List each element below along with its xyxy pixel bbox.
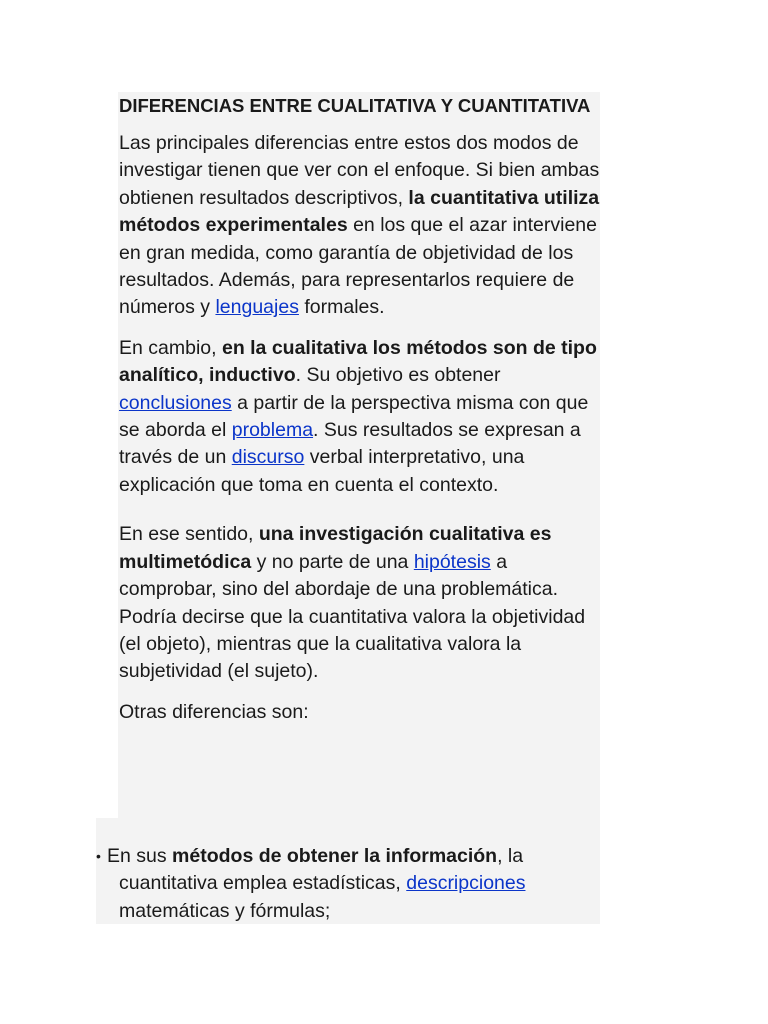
link-discurso[interactable]: discurso [231,446,305,469]
link-problema[interactable]: problema [231,419,314,442]
list-item-text-1: En sus [107,845,173,867]
link-lenguajes[interactable]: lenguajes [215,296,299,319]
paragraph-2-text-2: . Su objetivo es obtener [295,364,501,387]
paragraph-1-bold-1: la cuantitativa utiliza métodos experimentales [119,186,600,237]
list-item-bold-1: métodos de obtener la información [172,845,498,867]
paragraph-1-text-2: en los que el azar interviene en gran medida, como garantía de objetividad de los resultados. Además, para representarlos requiere de números y [119,214,597,319]
link-conclusiones[interactable]: conclusiones [119,391,232,414]
list-item-text-3: matemáticas y fórmulas; [119,899,331,922]
link-descripciones[interactable]: descripciones [406,872,526,895]
document-content [119,92,601,739]
paragraph-2-bold-1: en la cualitativa los métodos son de tipo analítico, inductivo [119,336,597,387]
paragraph-4: Otras diferencias son: [119,700,309,723]
paragraph-3-bold-1: una investigación cualitativa es multimetódica [119,523,552,573]
list-item [96,843,601,925]
paragraph-2-text-3: a partir de la perspectiva misma con que se aborda el [119,391,589,442]
paragraph-1-text-3: formales. [298,296,385,319]
paragraph-3-text-2: y no parte de una [251,550,414,573]
paragraph-2 [119,335,601,499]
list-item-text-2: , la cuantitativa emplea estadísticas, [119,845,524,895]
bullet-icon: • [96,848,101,864]
section-title: DIFERENCIAS ENTRE CUALITATIVA Y CUANTITATIVA [119,95,591,116]
paragraph-3 [119,521,601,685]
paragraph-3-text-3: a comprobar, sino del abordaje de una problemática. Podría decirse que la cuantitativa valora la objetividad (el objeto), mientras que la cualitativa valora la subjetividad (el sujeto). [119,550,586,683]
link-hipotesis[interactable]: hipótesis [413,550,491,573]
paragraph-1-text-1: Las principales diferencias entre estos dos modos de investigar tienen que ver con el enfoque. Si bien ambas obtienen resultados descriptivos, [119,132,600,209]
paragraph-2-text-4: . Sus resultados se expresan a través de un [119,419,581,469]
paragraph-2-text-1: En cambio, [119,336,222,359]
paragraph-3-text-1: En ese sentido, [119,523,259,546]
paragraph-1 [119,130,601,322]
differences-list [96,843,601,925]
paragraph-2-text-5: verbal interpretativo, una explicación que toma en cuenta el contexto. [119,446,525,496]
